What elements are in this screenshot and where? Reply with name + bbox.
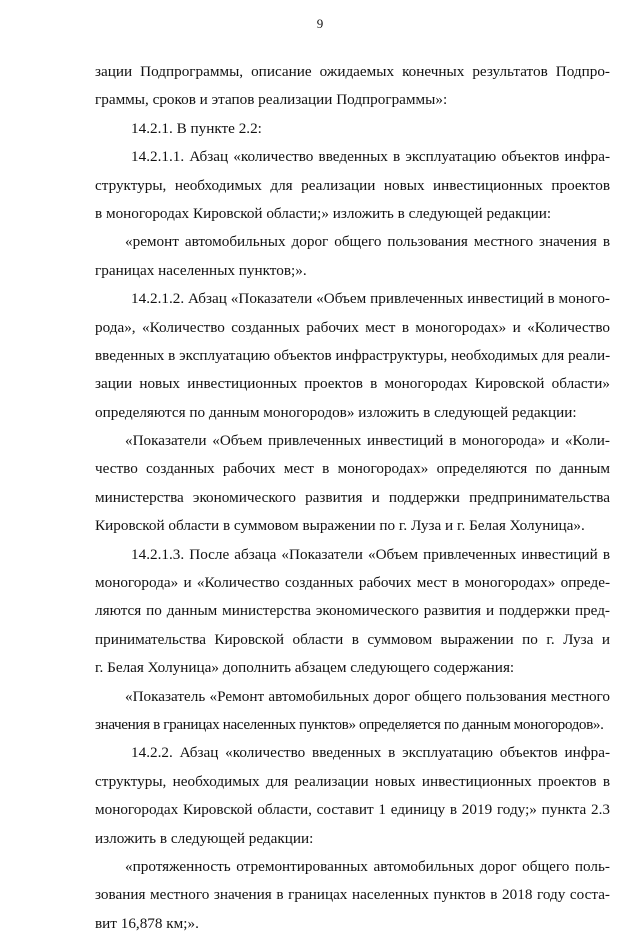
text-line: Кировской области в суммовом выражении по г. Луза и г. Белая Холуница».	[95, 517, 585, 535]
text-line: значения в границах населенных пунктов» определяется по данным моногородов».	[95, 715, 604, 733]
text-line: министерства экономического развития и поддержки предпринимательства	[95, 488, 610, 506]
text-line: 14.2.2. Абзац «количество введенных в эксплуатацию объектов инфра-	[131, 744, 610, 762]
text-line: граммы, сроков и этапов реализации Подпрограммы»:	[95, 91, 448, 109]
text-line: 14.2.1.3. После абзаца «Показатели «Объем привлеченных инвестиций в	[131, 545, 610, 563]
text-line: определяются по данным моногородов» изложить в следующей редакции:	[95, 403, 577, 421]
text-line: границах населенных пунктов;».	[95, 261, 307, 279]
text-line: чество созданных рабочих мест в моногородах» определяются по данным	[95, 460, 610, 478]
text-line: ляются по данным министерства экономического развития и поддержки пред-	[95, 602, 610, 620]
document-body	[95, 58, 610, 938]
page-number: 9	[316, 16, 324, 31]
text-line: моногородах Кировской области, составит 1 единицу в 2019 году;» пункта 2.3	[95, 801, 610, 819]
text-line: «Показатели «Объем привлеченных инвестиций в моногорода» и «Коли-	[125, 432, 610, 450]
text-line: зования местного значения в границах населенных пунктов в 2018 году соста-	[95, 886, 610, 904]
text-line: 14.2.1.1. Абзац «количество введенных в эксплуатацию объектов инфра-	[131, 148, 610, 166]
text-line: в моногородах Кировской области;» изложить в следующей редакции:	[95, 204, 552, 222]
text-line: г. Белая Холуница» дополнить абзацем следующего содержания:	[95, 659, 515, 677]
text-line: введенных в эксплуатацию объектов инфраструктуры, необходимых для реали-	[95, 346, 611, 364]
text-line: «ремонт автомобильных дорог общего пользования местного значения в	[125, 233, 610, 251]
text-line: структуры, необходимых для реализации новых инвестиционных проектов	[95, 176, 610, 194]
text-line: зации новых инвестиционных проектов в моногородах Кировской области»	[95, 375, 610, 393]
text-line: «протяженность отремонтированных автомобильных дорог общего поль-	[125, 857, 610, 875]
text-line: моногорода» и «Количество созданных рабочих мест в моногородах» опреде-	[95, 574, 610, 592]
text-line: рода», «Количество созданных рабочих мест в моногородах» и «Количество	[95, 318, 610, 336]
text-line: принимательства Кировской области в суммовом выражении по г. Луза и	[95, 630, 610, 648]
text-line: структуры, необходимых для реализации новых инвестиционных проектов в	[95, 772, 610, 790]
text-line: «Показатель «Ремонт автомобильных дорог общего пользования местного	[125, 687, 610, 705]
text-line: 14.2.1. В пункте 2.2:	[131, 119, 262, 137]
text-line: вит 16,878 км;».	[95, 914, 199, 932]
text-line: зации Подпрограммы, описание ожидаемых конечных результатов Подпро-	[95, 63, 610, 80]
text-line: изложить в следующей редакции:	[95, 829, 314, 847]
text-line: 14.2.1.2. Абзац «Показатели «Объем привлеченных инвестиций в моного-	[131, 290, 610, 308]
